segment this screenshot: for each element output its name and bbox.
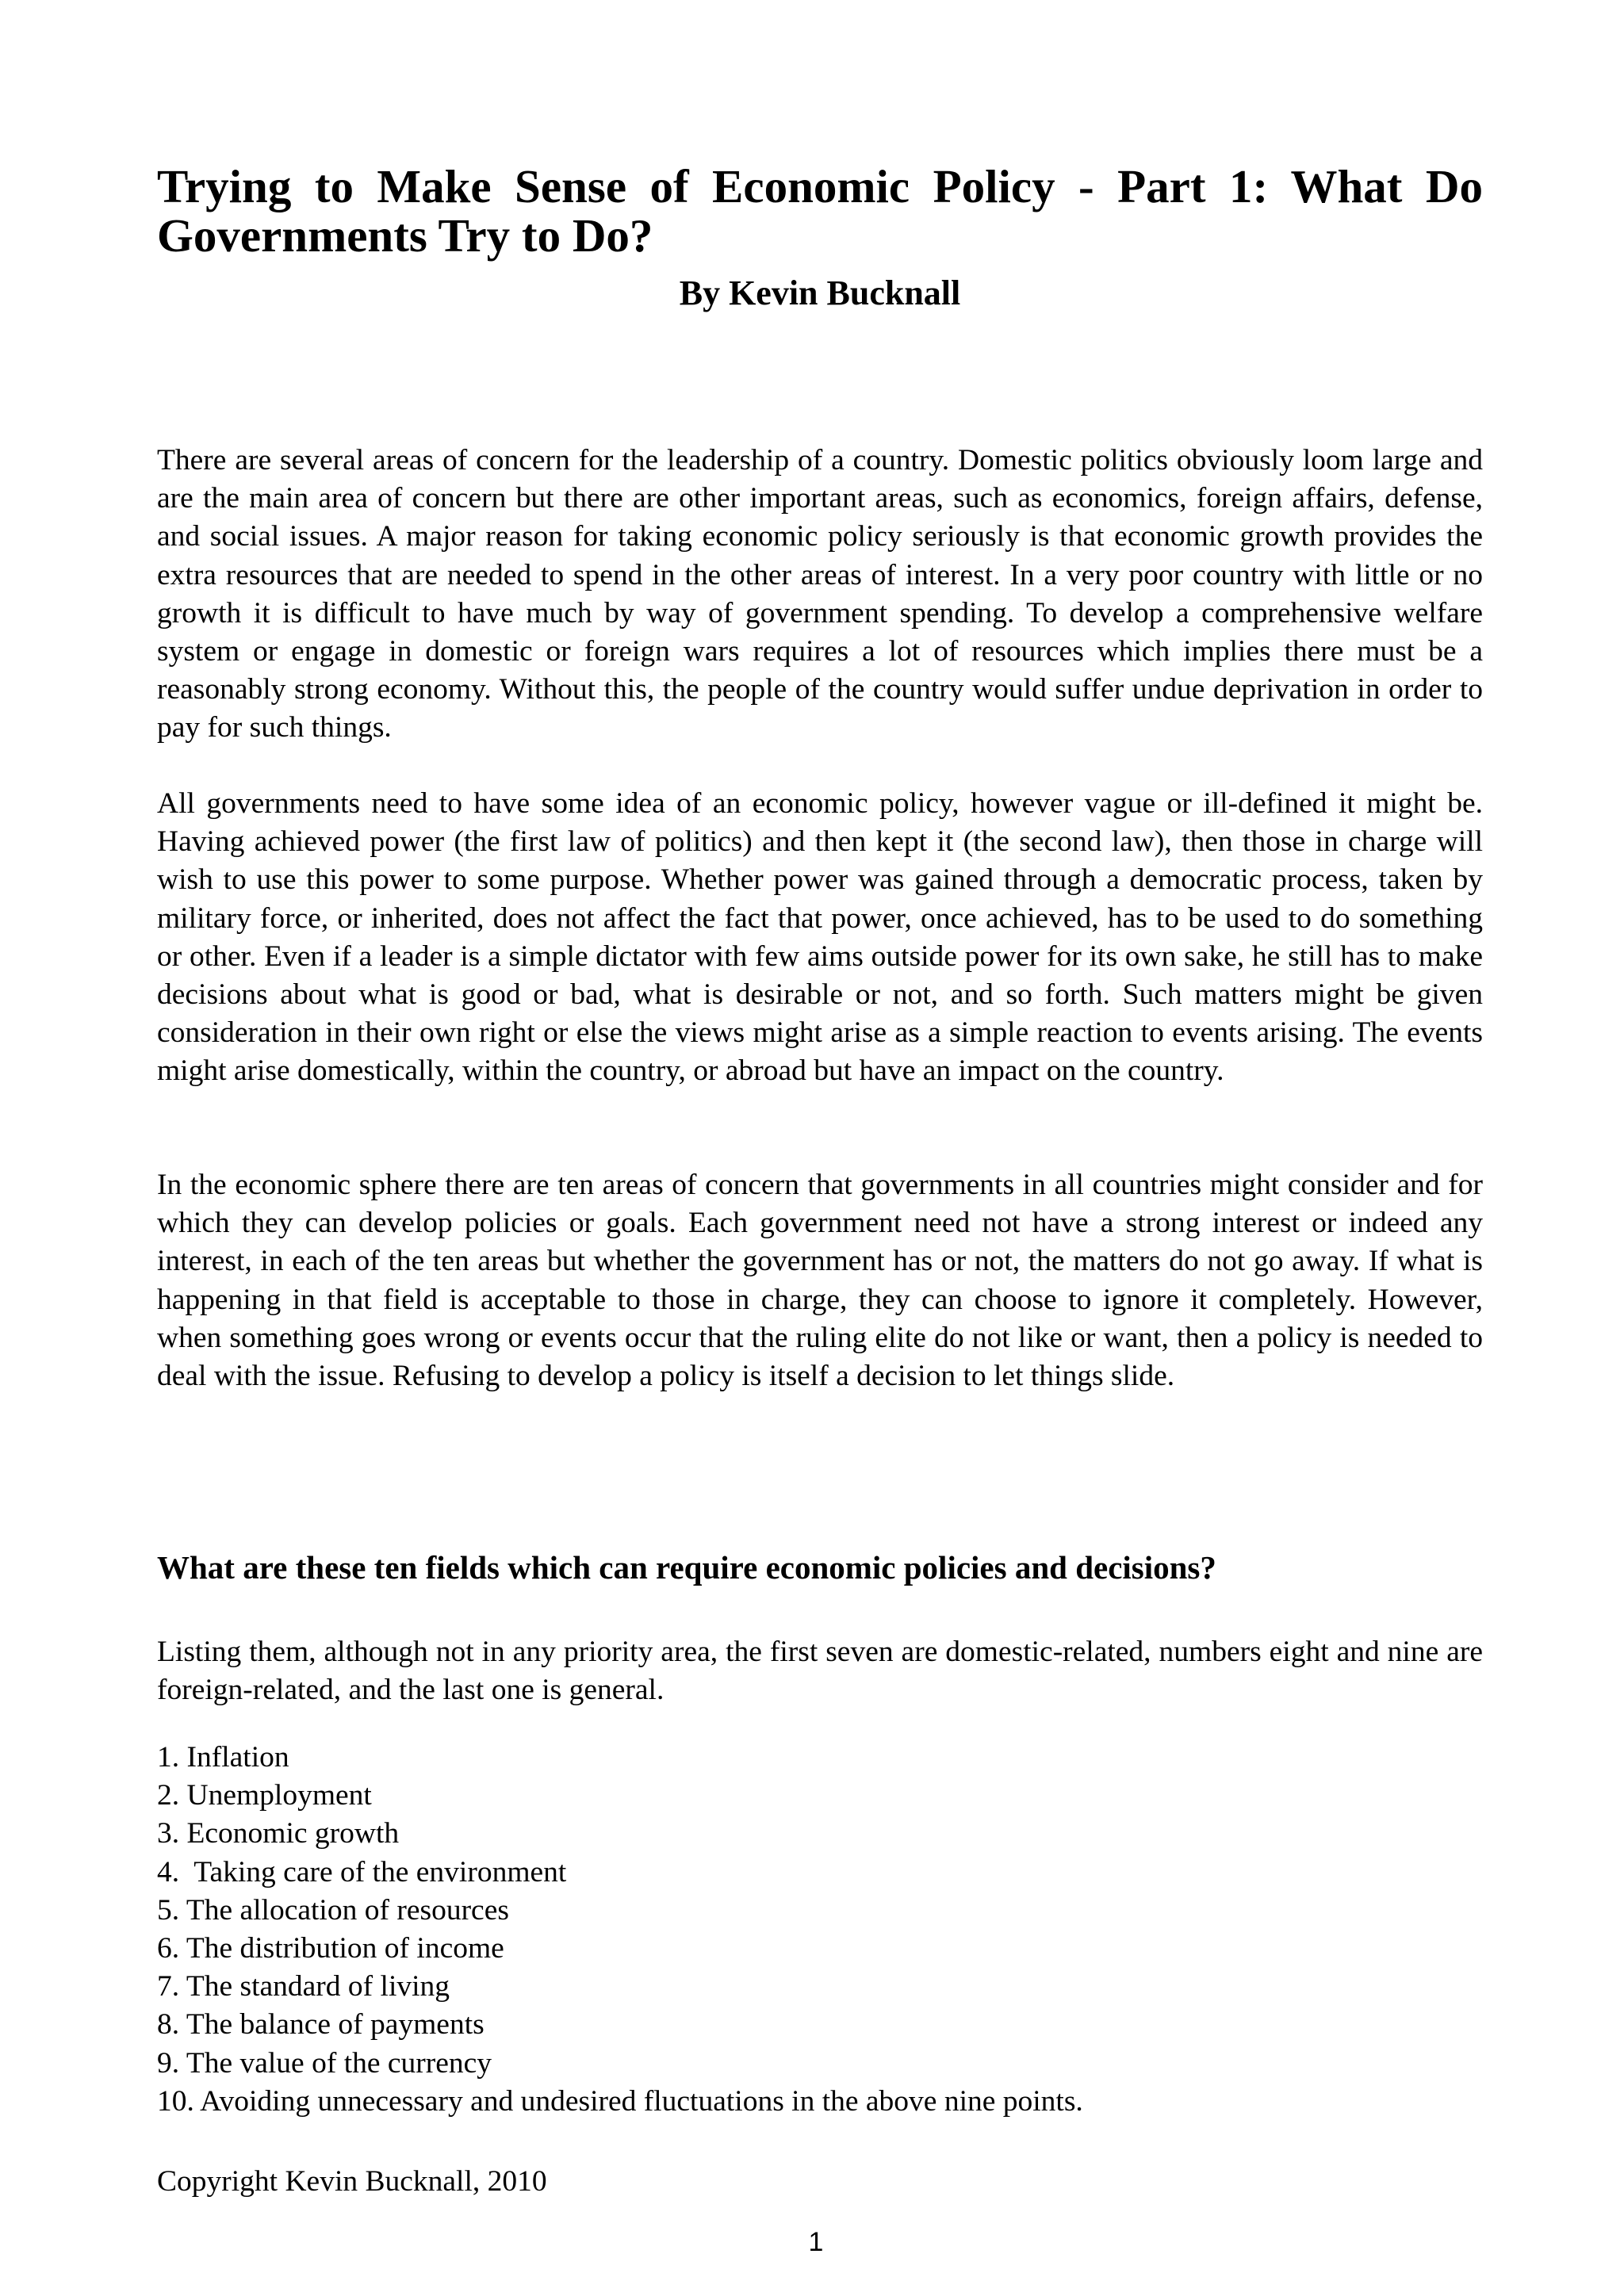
list-item: 10. Avoiding unnecessary and undesired fluctuations in the above nine points. [157,2084,1083,2118]
list-item: 2. Unemployment [157,1779,372,1812]
page-number: 1 [808,2227,824,2257]
list-item: 7. The standard of living [157,1970,450,2003]
body-paragraph-2: All governments need to have some idea of an economic policy, however vague or ill-defined it might be. Having achieved power (the first law of politics) and then kept it (the second law), then those in charge will wish to use this power to some purpose. Whether power was gained through a democratic process, taken by military force, or inherited, does not affect the fact that power, once achieved, has to be used to do something or other. Even if a leader is a simple dictator with few aims outside power for its own sake, he still has to make decisions about what is good or bad, what is desirable or not, and so forth. Such matters might be given consideration in their own right or else the views might arise as a simple reaction to events arising. The events might arise domestically, within the country, or abroad but have an impact on the country. [157,787,1483,1088]
body-paragraph-1: There are several areas of concern for the leadership of a country. Domestic politics obviously loom large and are the main area of concern but there are other important areas, such as economics, foreign affairs, defense, and social issues. A major reason for taking economic policy seriously is that economic growth provides the extra resources that are needed to spend in the other areas of interest. In a very poor country with little or no growth it is difficult to have much by way of government spending. To develop a comprehensive welfare system or engage in domestic or foreign wars requires a lot of resources which implies there must be a reasonably strong economy. Without this, the people of the country would suffer undue deprivation in order to pay for such things. [157,444,1483,744]
body-paragraph-3: In the economic sphere there are ten areas of concern that governments in all countries might consider and for which they can develop policies or goals. Each government need not have a strong interest or indeed any interest, in each of the ten areas but whether the government has or not, the matters do not go away. If what is happening in that field is acceptable to those in charge, they can choose to ignore it completely. However, when something goes wrong or events occur that the ruling elite do not like or want, then a policy is needed to deal with the issue. Refusing to develop a policy is itself a decision to let things slide. [157,1169,1483,1393]
author-byline: By Kevin Bucknall [679,274,961,312]
list-item: 8. The balance of payments [157,2008,485,2042]
list-item: 5. The allocation of resources [157,1893,509,1927]
copyright-notice: Copyright Kevin Bucknall, 2010 [157,2165,547,2198]
document-title: Trying to Make Sense of Economic Policy - Part 1: What Do Governments Try to Do? [157,160,1483,262]
list-item: 4. Taking care of the environment [157,1855,567,1888]
list-item: 6. The distribution of income [157,1932,504,1965]
ten-fields-list [157,1739,1483,2121]
list-item: 1. Inflation [157,1741,289,1774]
list-item: 9. The value of the currency [157,2046,492,2080]
list-item: 3. Economic growth [157,1817,400,1850]
section-intro-paragraph: Listing them, although not in any priority area, the first seven are domestic-related, numbers eight and nine are foreign-related, and the last one is general. [157,1636,1483,1707]
section-heading: What are these ten fields which can require economic policies and decisions? [157,1549,1216,1586]
